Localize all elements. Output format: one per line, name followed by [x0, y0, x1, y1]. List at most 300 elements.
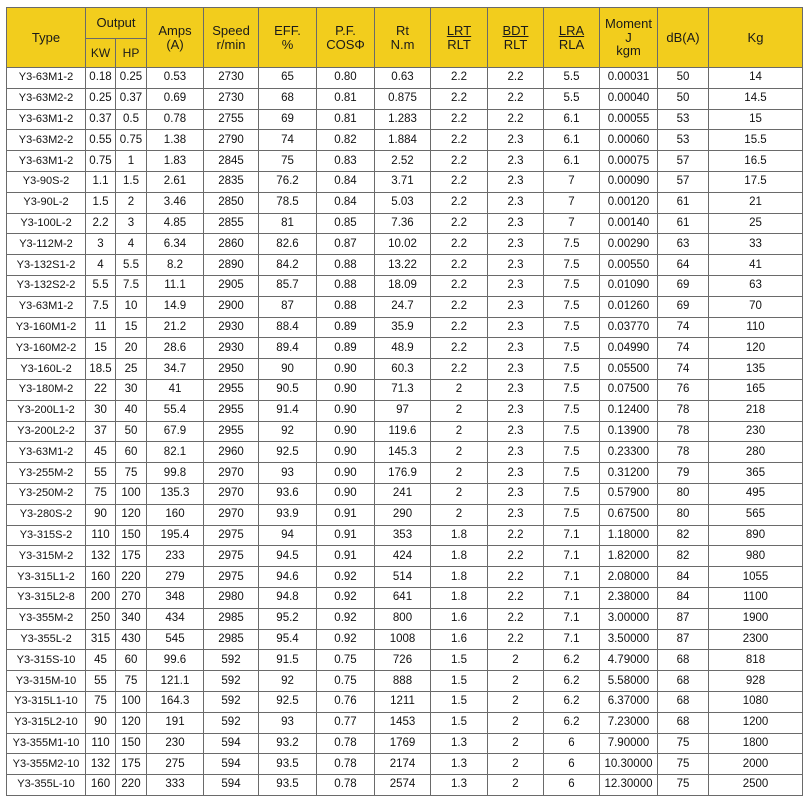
cell-rt: 60.3: [375, 359, 431, 380]
cell-pf: 0.84: [317, 171, 375, 192]
cell-hp: 175: [116, 546, 147, 567]
cell-hp: 120: [116, 504, 147, 525]
cell-kw: 132: [86, 754, 116, 775]
cell-kg: 135: [709, 359, 803, 380]
cell-lra: 7.5: [544, 234, 600, 255]
cell-amps: 21.2: [147, 317, 204, 338]
cell-db: 69: [658, 275, 709, 296]
cell-lra: 7.5: [544, 379, 600, 400]
cell-db: 74: [658, 359, 709, 380]
cell-hp: 4: [116, 234, 147, 255]
cell-moment: 7.90000: [600, 733, 658, 754]
cell-lrt: 2.2: [431, 338, 488, 359]
cell-rt: 7.36: [375, 213, 431, 234]
header-amps: Amps (A): [147, 8, 204, 68]
cell-lra: 7.5: [544, 400, 600, 421]
cell-bdt: 2.3: [488, 504, 544, 525]
cell-eff: 82.6: [259, 234, 317, 255]
cell-speed: 2975: [204, 567, 259, 588]
cell-rt: 0.875: [375, 88, 431, 109]
cell-eff: 93: [259, 712, 317, 733]
cell-rt: 35.9: [375, 317, 431, 338]
cell-speed: 2970: [204, 483, 259, 504]
cell-kw: 90: [86, 504, 116, 525]
cell-kw: 75: [86, 483, 116, 504]
cell-eff: 92: [259, 671, 317, 692]
cell-lrt: 2: [431, 504, 488, 525]
header-hp: HP: [116, 39, 147, 68]
table-row: [7, 546, 803, 567]
cell-kw: 200: [86, 587, 116, 608]
cell-kw: 11: [86, 317, 116, 338]
cell-pf: 0.91: [317, 525, 375, 546]
cell-pf: 0.83: [317, 151, 375, 172]
cell-kw: 250: [86, 608, 116, 629]
cell-bdt: 2.3: [488, 421, 544, 442]
cell-moment: 0.00090: [600, 171, 658, 192]
cell-kg: 16.5: [709, 151, 803, 172]
cell-kg: 33: [709, 234, 803, 255]
cell-moment: 0.03770: [600, 317, 658, 338]
cell-rt: 71.3: [375, 379, 431, 400]
cell-type: Y3-315S-2: [7, 525, 86, 546]
cell-bdt: 2.3: [488, 130, 544, 151]
cell-eff: 92.5: [259, 691, 317, 712]
cell-hp: 15: [116, 317, 147, 338]
cell-hp: 1.5: [116, 171, 147, 192]
cell-amps: 164.3: [147, 691, 204, 712]
cell-kw: 30: [86, 400, 116, 421]
cell-bdt: 2.2: [488, 567, 544, 588]
cell-eff: 91.5: [259, 650, 317, 671]
header-moment: Moment J kgm: [600, 8, 658, 68]
cell-db: 53: [658, 130, 709, 151]
cell-amps: 3.46: [147, 192, 204, 213]
cell-hp: 270: [116, 587, 147, 608]
cell-bdt: 2.3: [488, 463, 544, 484]
header-output: Output: [86, 8, 147, 39]
cell-amps: 191: [147, 712, 204, 733]
cell-lra: 7.5: [544, 317, 600, 338]
cell-hp: 60: [116, 650, 147, 671]
cell-lra: 6.2: [544, 650, 600, 671]
cell-eff: 93.9: [259, 504, 317, 525]
cell-rt: 1.884: [375, 130, 431, 151]
cell-db: 75: [658, 733, 709, 754]
cell-eff: 88.4: [259, 317, 317, 338]
cell-lra: 6.1: [544, 109, 600, 130]
cell-speed: 2755: [204, 109, 259, 130]
cell-eff: 90: [259, 359, 317, 380]
cell-amps: 41: [147, 379, 204, 400]
table-row: [7, 629, 803, 650]
cell-pf: 0.88: [317, 296, 375, 317]
table-row: [7, 650, 803, 671]
table-row: [7, 275, 803, 296]
cell-lrt: 2: [431, 421, 488, 442]
cell-db: 87: [658, 608, 709, 629]
cell-moment: 0.00290: [600, 234, 658, 255]
cell-kg: 890: [709, 525, 803, 546]
table-header: [7, 8, 803, 68]
cell-db: 57: [658, 171, 709, 192]
cell-eff: 74: [259, 130, 317, 151]
header-speed: Speed r/min: [204, 8, 259, 68]
cell-moment: 0.57900: [600, 483, 658, 504]
cell-db: 75: [658, 775, 709, 796]
cell-speed: 2930: [204, 338, 259, 359]
cell-moment: 2.38000: [600, 587, 658, 608]
cell-amps: 545: [147, 629, 204, 650]
cell-lra: 7.1: [544, 546, 600, 567]
cell-lrt: 1.8: [431, 546, 488, 567]
cell-eff: 93.6: [259, 483, 317, 504]
cell-rt: 800: [375, 608, 431, 629]
table-row: [7, 130, 803, 151]
cell-amps: 230: [147, 733, 204, 754]
table-row: [7, 733, 803, 754]
cell-lra: 6.2: [544, 691, 600, 712]
cell-rt: 0.63: [375, 68, 431, 89]
cell-speed: 594: [204, 733, 259, 754]
header-type: Type: [7, 8, 86, 68]
cell-pf: 0.75: [317, 671, 375, 692]
cell-amps: 121.1: [147, 671, 204, 692]
cell-amps: 333: [147, 775, 204, 796]
cell-hp: 75: [116, 463, 147, 484]
cell-kg: 17.5: [709, 171, 803, 192]
cell-kw: 0.75: [86, 151, 116, 172]
cell-lrt: 1.5: [431, 712, 488, 733]
cell-kg: 928: [709, 671, 803, 692]
cell-db: 63: [658, 234, 709, 255]
cell-speed: 2955: [204, 421, 259, 442]
cell-lra: 6.1: [544, 151, 600, 172]
cell-rt: 2.52: [375, 151, 431, 172]
table-row: [7, 608, 803, 629]
cell-kg: 2500: [709, 775, 803, 796]
cell-hp: 50: [116, 421, 147, 442]
cell-rt: 10.02: [375, 234, 431, 255]
cell-rt: 1769: [375, 733, 431, 754]
table-row: [7, 109, 803, 130]
cell-rt: 888: [375, 671, 431, 692]
cell-amps: 14.9: [147, 296, 204, 317]
cell-eff: 94.5: [259, 546, 317, 567]
cell-lra: 6.1: [544, 130, 600, 151]
cell-moment: 0.05500: [600, 359, 658, 380]
cell-rt: 1008: [375, 629, 431, 650]
cell-kg: 980: [709, 546, 803, 567]
cell-bdt: 2.3: [488, 483, 544, 504]
cell-eff: 68: [259, 88, 317, 109]
cell-hp: 430: [116, 629, 147, 650]
cell-rt: 1.283: [375, 109, 431, 130]
cell-speed: 592: [204, 671, 259, 692]
cell-kw: 75: [86, 691, 116, 712]
cell-lra: 7.1: [544, 587, 600, 608]
cell-type: Y3-355L-2: [7, 629, 86, 650]
cell-speed: 2955: [204, 379, 259, 400]
cell-bdt: 2.3: [488, 213, 544, 234]
cell-bdt: 2.3: [488, 255, 544, 276]
cell-hp: 150: [116, 733, 147, 754]
cell-kw: 160: [86, 567, 116, 588]
cell-bdt: 2.2: [488, 109, 544, 130]
cell-moment: 0.07500: [600, 379, 658, 400]
cell-eff: 95.4: [259, 629, 317, 650]
cell-lrt: 1.5: [431, 650, 488, 671]
cell-bdt: 2.2: [488, 68, 544, 89]
cell-kg: 14: [709, 68, 803, 89]
table-row: [7, 234, 803, 255]
cell-bdt: 2.3: [488, 234, 544, 255]
cell-hp: 75: [116, 671, 147, 692]
table-row: [7, 359, 803, 380]
cell-bdt: 2: [488, 691, 544, 712]
table-row: [7, 442, 803, 463]
cell-bdt: 2.3: [488, 192, 544, 213]
cell-speed: 592: [204, 691, 259, 712]
cell-moment: 0.31200: [600, 463, 658, 484]
cell-amps: 233: [147, 546, 204, 567]
cell-db: 82: [658, 525, 709, 546]
table-row: [7, 68, 803, 89]
cell-rt: 97: [375, 400, 431, 421]
cell-amps: 0.69: [147, 88, 204, 109]
cell-eff: 94: [259, 525, 317, 546]
cell-kw: 160: [86, 775, 116, 796]
cell-moment: 1.82000: [600, 546, 658, 567]
cell-amps: 1.38: [147, 130, 204, 151]
cell-pf: 0.85: [317, 213, 375, 234]
cell-kg: 1900: [709, 608, 803, 629]
cell-type: Y3-250M-2: [7, 483, 86, 504]
cell-bdt: 2.3: [488, 379, 544, 400]
cell-lra: 7.1: [544, 608, 600, 629]
cell-kg: 1800: [709, 733, 803, 754]
cell-db: 80: [658, 504, 709, 525]
cell-hp: 60: [116, 442, 147, 463]
cell-bdt: 2.3: [488, 317, 544, 338]
cell-pf: 0.84: [317, 192, 375, 213]
cell-bdt: 2.3: [488, 275, 544, 296]
cell-speed: 2930: [204, 317, 259, 338]
table-row: [7, 463, 803, 484]
cell-eff: 93.2: [259, 733, 317, 754]
cell-kg: 15: [709, 109, 803, 130]
cell-type: Y3-355L-10: [7, 775, 86, 796]
cell-speed: 2980: [204, 587, 259, 608]
cell-pf: 0.90: [317, 379, 375, 400]
cell-kg: 165: [709, 379, 803, 400]
cell-speed: 2835: [204, 171, 259, 192]
cell-db: 68: [658, 712, 709, 733]
cell-pf: 0.88: [317, 275, 375, 296]
cell-type: Y3-63M1-2: [7, 442, 86, 463]
cell-type: Y3-132S2-2: [7, 275, 86, 296]
cell-type: Y3-132S1-2: [7, 255, 86, 276]
cell-lrt: 2.2: [431, 171, 488, 192]
cell-speed: 2730: [204, 68, 259, 89]
cell-lrt: 1.8: [431, 587, 488, 608]
cell-db: 78: [658, 442, 709, 463]
cell-speed: 2730: [204, 88, 259, 109]
cell-kw: 0.55: [86, 130, 116, 151]
cell-lra: 7.5: [544, 504, 600, 525]
cell-lrt: 1.3: [431, 733, 488, 754]
cell-rt: 13.22: [375, 255, 431, 276]
cell-amps: 99.6: [147, 650, 204, 671]
table-row: [7, 671, 803, 692]
cell-eff: 93: [259, 463, 317, 484]
cell-speed: 2985: [204, 629, 259, 650]
cell-bdt: 2.2: [488, 587, 544, 608]
cell-amps: 348: [147, 587, 204, 608]
cell-pf: 0.92: [317, 629, 375, 650]
cell-hp: 340: [116, 608, 147, 629]
cell-rt: 145.3: [375, 442, 431, 463]
cell-db: 76: [658, 379, 709, 400]
cell-rt: 424: [375, 546, 431, 567]
cell-kw: 110: [86, 733, 116, 754]
cell-rt: 5.03: [375, 192, 431, 213]
cell-eff: 78.5: [259, 192, 317, 213]
cell-speed: 2960: [204, 442, 259, 463]
cell-hp: 10: [116, 296, 147, 317]
table-row: [7, 712, 803, 733]
cell-amps: 279: [147, 567, 204, 588]
cell-lra: 7: [544, 171, 600, 192]
cell-kg: 110: [709, 317, 803, 338]
cell-bdt: 2: [488, 775, 544, 796]
cell-amps: 0.53: [147, 68, 204, 89]
cell-bdt: 2.2: [488, 629, 544, 650]
cell-bdt: 2: [488, 754, 544, 775]
cell-kw: 5.5: [86, 275, 116, 296]
cell-lra: 7.5: [544, 255, 600, 276]
cell-lra: 7.1: [544, 629, 600, 650]
cell-lrt: 1.6: [431, 629, 488, 650]
cell-pf: 0.90: [317, 483, 375, 504]
cell-speed: 2955: [204, 400, 259, 421]
cell-lra: 6: [544, 775, 600, 796]
cell-pf: 0.76: [317, 691, 375, 712]
cell-pf: 0.90: [317, 400, 375, 421]
cell-amps: 67.9: [147, 421, 204, 442]
cell-eff: 94.8: [259, 587, 317, 608]
cell-kg: 565: [709, 504, 803, 525]
cell-kw: 4: [86, 255, 116, 276]
cell-kw: 18.5: [86, 359, 116, 380]
cell-db: 74: [658, 338, 709, 359]
cell-eff: 94.6: [259, 567, 317, 588]
cell-bdt: 2.3: [488, 359, 544, 380]
cell-kw: 3: [86, 234, 116, 255]
cell-amps: 160: [147, 504, 204, 525]
cell-rt: 18.09: [375, 275, 431, 296]
cell-pf: 0.81: [317, 109, 375, 130]
cell-eff: 76.2: [259, 171, 317, 192]
cell-kw: 1.1: [86, 171, 116, 192]
cell-amps: 2.61: [147, 171, 204, 192]
cell-lra: 7.5: [544, 463, 600, 484]
cell-db: 74: [658, 317, 709, 338]
cell-amps: 8.2: [147, 255, 204, 276]
cell-speed: 2850: [204, 192, 259, 213]
cell-moment: 7.23000: [600, 712, 658, 733]
cell-lrt: 1.3: [431, 775, 488, 796]
cell-pf: 0.90: [317, 421, 375, 442]
cell-kw: 45: [86, 442, 116, 463]
cell-db: 82: [658, 546, 709, 567]
cell-type: Y3-160M1-2: [7, 317, 86, 338]
table-row: [7, 525, 803, 546]
cell-moment: 0.12400: [600, 400, 658, 421]
table-row: [7, 754, 803, 775]
table-row: [7, 567, 803, 588]
cell-db: 68: [658, 650, 709, 671]
cell-moment: 4.79000: [600, 650, 658, 671]
cell-eff: 92.5: [259, 442, 317, 463]
cell-lrt: 1.5: [431, 671, 488, 692]
cell-speed: 594: [204, 754, 259, 775]
cell-type: Y3-200L2-2: [7, 421, 86, 442]
cell-db: 80: [658, 483, 709, 504]
cell-speed: 2970: [204, 463, 259, 484]
cell-pf: 0.92: [317, 567, 375, 588]
table-row: [7, 213, 803, 234]
cell-kg: 1055: [709, 567, 803, 588]
cell-kg: 120: [709, 338, 803, 359]
cell-speed: 2985: [204, 608, 259, 629]
cell-kw: 0.37: [86, 109, 116, 130]
cell-db: 68: [658, 671, 709, 692]
cell-kg: 1100: [709, 587, 803, 608]
cell-kw: 0.25: [86, 88, 116, 109]
cell-kw: 0.18: [86, 68, 116, 89]
cell-rt: 514: [375, 567, 431, 588]
cell-type: Y3-355M-2: [7, 608, 86, 629]
cell-rt: 2574: [375, 775, 431, 796]
cell-type: Y3-112M-2: [7, 234, 86, 255]
cell-type: Y3-100L-2: [7, 213, 86, 234]
cell-type: Y3-63M2-2: [7, 130, 86, 151]
cell-hp: 220: [116, 567, 147, 588]
cell-moment: 0.00120: [600, 192, 658, 213]
cell-speed: 2950: [204, 359, 259, 380]
cell-pf: 0.90: [317, 463, 375, 484]
header-rt: Rt N.m: [375, 8, 431, 68]
cell-kg: 1080: [709, 691, 803, 712]
cell-speed: 592: [204, 650, 259, 671]
cell-moment: 2.08000: [600, 567, 658, 588]
cell-pf: 0.92: [317, 608, 375, 629]
table-row: [7, 421, 803, 442]
header-pf: P.F. COSΦ: [317, 8, 375, 68]
cell-hp: 25: [116, 359, 147, 380]
cell-lra: 5.5: [544, 88, 600, 109]
table-row: [7, 400, 803, 421]
cell-kg: 365: [709, 463, 803, 484]
cell-kg: 14.5: [709, 88, 803, 109]
cell-rt: 726: [375, 650, 431, 671]
cell-bdt: 2.3: [488, 296, 544, 317]
cell-kg: 818: [709, 650, 803, 671]
cell-lrt: 2: [431, 400, 488, 421]
table-row: [7, 88, 803, 109]
cell-moment: 3.00000: [600, 608, 658, 629]
